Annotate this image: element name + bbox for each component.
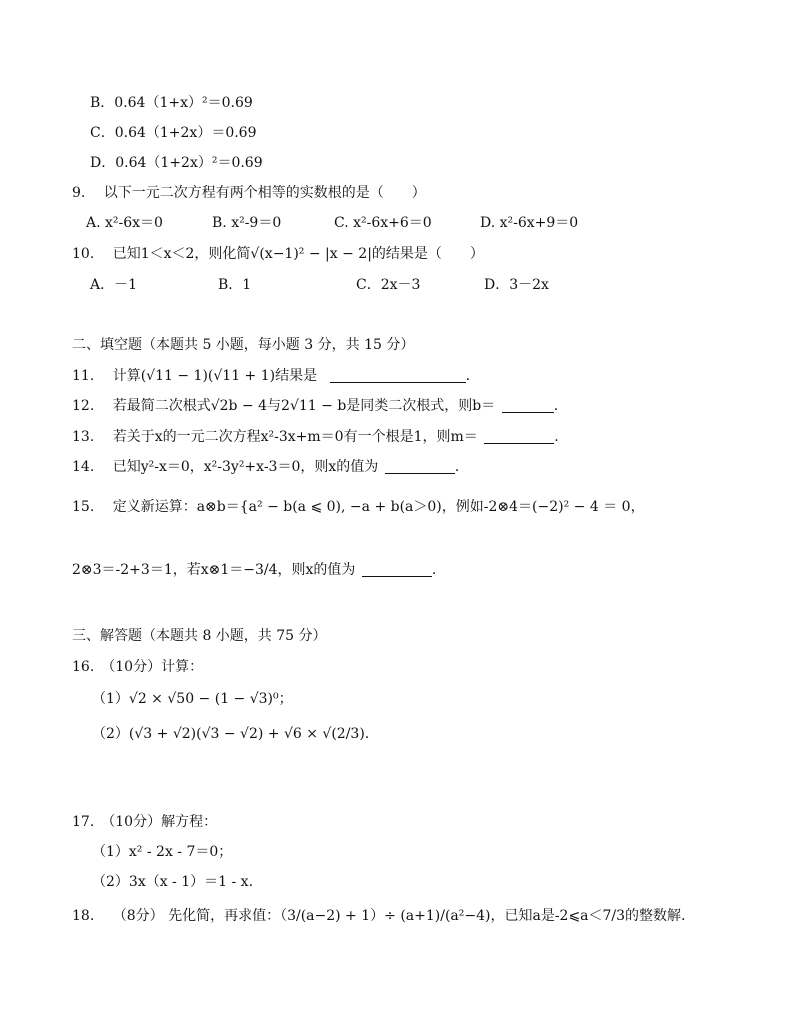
q9-option-a: A. x²-6x＝0 [86, 215, 163, 231]
q12: 12. 若最简二次根式√2b − 4与2√11 − b是同类二次根式，则b＝ . [72, 398, 559, 414]
q16-stem: 16. （10分）计算： [72, 659, 204, 675]
q17-part2: （2）3x（x - 1）＝1 - x. [92, 874, 254, 890]
q9-option-d: D. x²-6x+9＝0 [480, 215, 579, 231]
q10-option-b: B．1 [218, 277, 252, 293]
q17-stem: 17. （10分）解方程： [72, 814, 218, 830]
q12-text: 12. 若最简二次根式√2b − 4与2√11 − b是同类二次根式，则b＝ [72, 398, 496, 414]
q10-option-c: C．2x－3 [356, 277, 421, 293]
q9-option-c: C. x²-6x+6＝0 [334, 215, 432, 231]
q8-option-c: C．0.64（1+2x）＝0.69 [90, 125, 257, 141]
q9-option-b: B. x²-9＝0 [212, 215, 282, 231]
q14: 14. 已知y²-x＝0，x²-3y²+x-3＝0，则x的值为 . [72, 459, 460, 475]
q11-answer-blank [330, 368, 466, 383]
q14-text: 14. 已知y²-x＝0，x²-3y²+x-3＝0，则x的值为 [72, 459, 379, 475]
q12-answer-blank [502, 398, 554, 413]
q8-option-d: D．0.64（1+2x）²＝0.69 [90, 155, 263, 171]
q15-line2: 2⊗3＝-2+3＝1，若x⊗1＝−3/4，则x的值为 . [72, 562, 437, 578]
q9-stem: 9. 以下一元二次方程有两个相等的实数根的是（ ） [72, 185, 426, 201]
q15-line2-text: 2⊗3＝-2+3＝1，若x⊗1＝−3/4，则x的值为 [72, 562, 356, 578]
q16-part1: （1）√2 × √50 − (1 − √3)⁰； [92, 691, 293, 707]
q8-option-b: B．0.64（1+x）²＝0.69 [90, 95, 253, 111]
q13: 13. 若关于x的一元二次方程x²-3x+m＝0有一个根是1，则m＝ . [72, 429, 559, 445]
q11: 11. 计算(√11 − 1)(√11 + 1)结果是 . [72, 368, 471, 384]
section2-heading: 二、填空题（本题共 5 小题，每小题 3 分，共 15 分） [72, 337, 415, 353]
q17-part1: （1）x² - 2x - 7＝0； [92, 844, 233, 860]
q16-part2: （2）(√3 + √2)(√3 − √2) + √6 × √(2/3). [92, 726, 370, 742]
section3-heading: 三、解答题（本题共 8 小题，共 75 分） [72, 628, 327, 644]
q15-line1: 15. 定义新运算：a⊗b＝{a² − b(a ⩽ 0), −a + b(a＞0)，例如-2⊗4＝(−2)² − 4 ＝ 0， [72, 499, 645, 515]
q10-stem: 10. 已知1＜x＜2，则化简√(x−1)² − |x − 2|的结果是（ ） [72, 246, 484, 262]
q10-option-d: D．3－2x [484, 277, 549, 293]
q13-answer-blank [484, 429, 554, 444]
q13-text: 13. 若关于x的一元二次方程x²-3x+m＝0有一个根是1，则m＝ [72, 429, 478, 445]
q14-answer-blank [385, 459, 455, 474]
q11-text: 11. 计算(√11 − 1)(√11 + 1)结果是 [72, 368, 318, 384]
q18: 18. （8分） 先化简，再求值：（3/(a−2) + 1）÷ (a+1)/(a²−4)，已知a是-2⩽a＜7/3的整数解. [72, 908, 686, 924]
q15-answer-blank [362, 562, 432, 577]
q10-option-a: A．－1 [90, 277, 138, 293]
